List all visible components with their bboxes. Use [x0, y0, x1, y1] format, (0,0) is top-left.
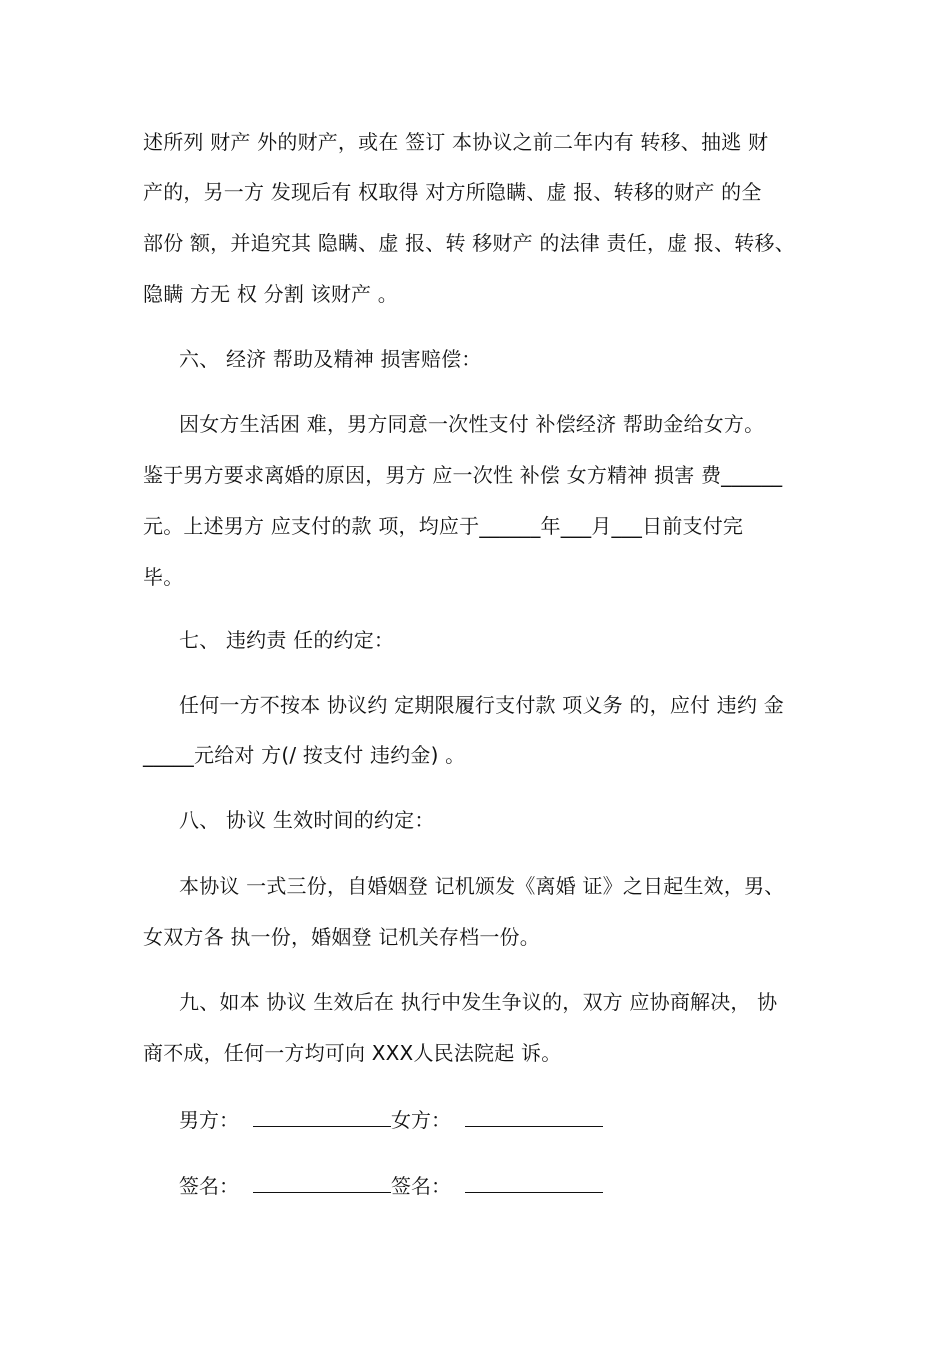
paragraph-line: 商不成，任何一方均可向 XXX人民法院起 诉。: [143, 1041, 562, 1065]
male-blank-line: [253, 1108, 391, 1127]
paragraph-line: 隐瞒 方无 权 分割 该财产 。: [143, 282, 398, 306]
paragraph-line: 部份 额，并追究其 隐瞒、虚 报、转 移财产 的法律 责任，虚 报、转移、: [143, 231, 795, 255]
paragraph-line: 任何一方不按本 协议约 定期限履行支付款 项义务 的，应付 违约 金: [179, 693, 784, 717]
sign-label-female: 签名：: [391, 1174, 451, 1198]
sign-label-male: 签名：: [179, 1174, 239, 1198]
paragraph-line: 九、如本 协议 生效后在 执行中发生争议的，双方 应协商解决， 协: [179, 990, 778, 1014]
section-heading: 六、 经济 帮助及精神 损害赔偿：: [179, 347, 482, 371]
male-sign-blank-line: [253, 1174, 391, 1193]
paragraph-line: 鉴于男方要求离婚的原因，男方 应一次性 补偿 女方精神 损害 费______: [143, 463, 783, 487]
paragraph-line: 产的，另一方 发现后有 权取得 对方所隐瞒、虚 报、转移的财产 的全: [143, 180, 762, 204]
female-blank-line: [465, 1108, 603, 1127]
paragraph-line: 毕。: [143, 565, 184, 589]
signature-row-parties: [179, 1106, 603, 1134]
paragraph-line: 述所列 财产 外的财产，或在 签订 本协议之前二年内有 转移、抽逃 财: [143, 130, 769, 154]
paragraph-line: 女双方各 执一份，婚姻登 记机关存档一份。: [143, 925, 540, 949]
paragraph-line: 因女方生活困 难，男方同意一次性支付 补偿经济 帮助金给女方。: [179, 412, 765, 436]
paragraph-line: 本协议 一式三份，自婚姻登 记机颁发《离婚 证》之日起生效，男、: [179, 874, 785, 898]
female-label: 女方：: [391, 1108, 451, 1132]
male-label: 男方：: [179, 1108, 239, 1132]
paragraph-line: _____元给对 方(/ 按支付 违约金) 。: [143, 743, 466, 767]
signature-row-sign: [179, 1172, 603, 1200]
paragraph-line: 元。上述男方 应支付的款 项，均应于______年___月___日前支付完: [143, 514, 744, 538]
section-heading: 七、 违约责 任的约定：: [179, 628, 395, 652]
female-sign-blank-line: [465, 1174, 603, 1193]
section-heading: 八、 协议 生效时间的约定：: [179, 808, 435, 832]
